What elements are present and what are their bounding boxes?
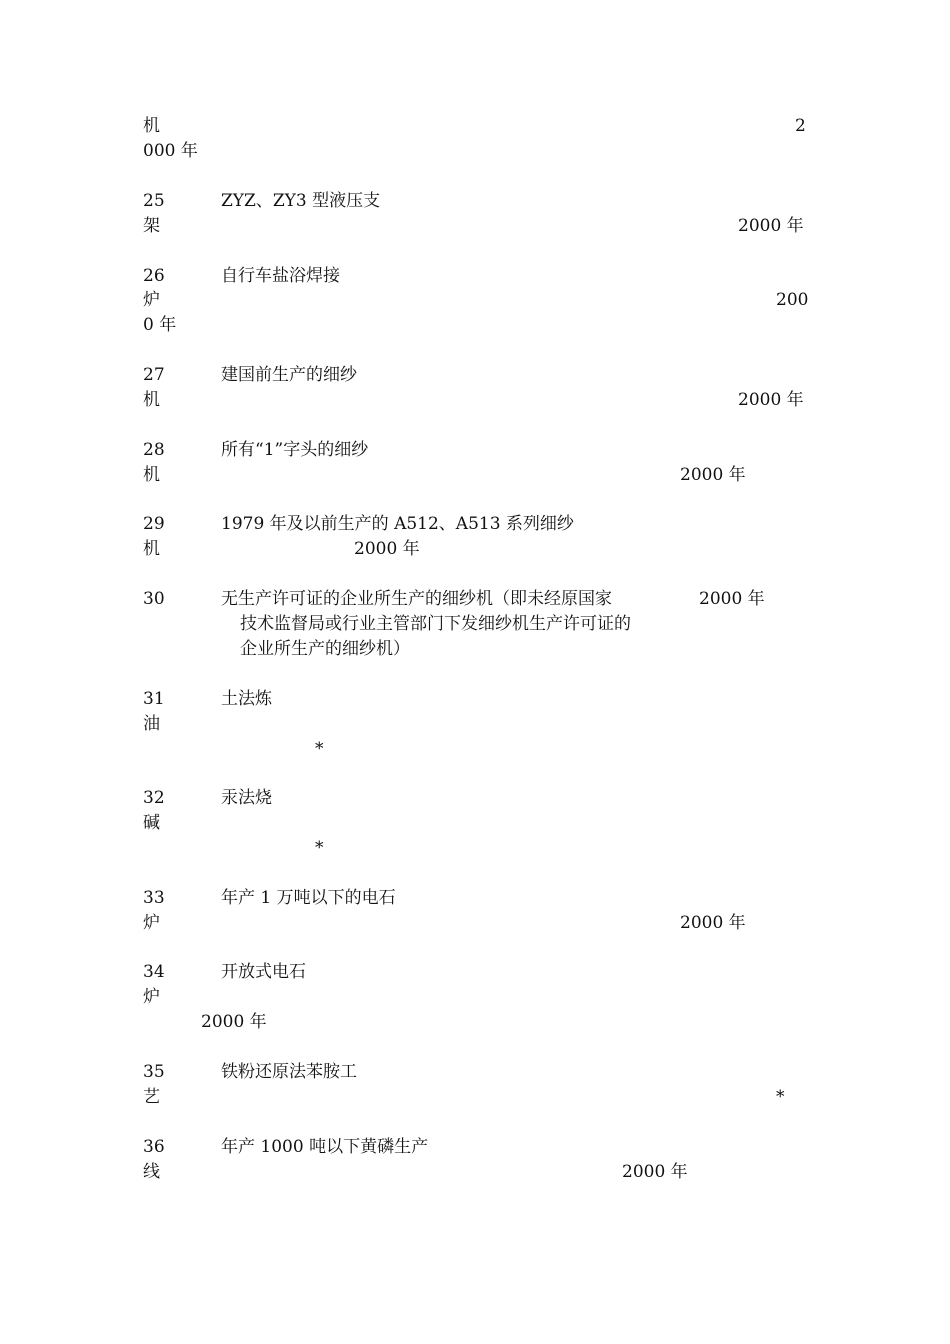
row-wrap-text: 炉 xyxy=(143,987,160,1007)
continued-year-part: 2 xyxy=(795,116,806,136)
row-number: 26 xyxy=(143,266,165,286)
row-text: 无生产许可证的企业所生产的细纱机（即未经原国家 xyxy=(221,589,612,609)
row-text-line3: 企业所生产的细纱机） xyxy=(240,639,410,659)
row-number: 33 xyxy=(143,888,165,908)
row-wrap-text: 炉 xyxy=(143,290,160,310)
row-wrap-text: 炉 xyxy=(143,913,160,933)
row-wrap-text: 机 xyxy=(143,539,160,559)
row-wrap-text: 碱 xyxy=(143,813,160,833)
row-year: * xyxy=(315,838,324,858)
continued-wrap-text: 机 xyxy=(143,116,160,136)
row-year: 2000 年 xyxy=(680,465,746,485)
row-wrap-text: 线 xyxy=(143,1162,160,1182)
row-text: 铁粉还原法苯胺工 xyxy=(221,1062,357,1082)
row-number: 27 xyxy=(143,365,165,385)
row-year: 2000 年 xyxy=(699,589,765,609)
row-wrap-text: 架 xyxy=(143,216,160,236)
row-text: 土法炼 xyxy=(221,689,272,709)
row-year: 2000 年 xyxy=(680,913,746,933)
row-number: 34 xyxy=(143,962,165,982)
row-number: 29 xyxy=(143,514,165,534)
row-year: 2000 年 xyxy=(738,390,804,410)
row-text: 1979 年及以前生产的 A512、A513 系列细纱 xyxy=(221,514,574,534)
row-wrap-text: 机 xyxy=(143,390,160,410)
row-number: 25 xyxy=(143,191,165,211)
row-number: 30 xyxy=(143,589,165,609)
continued-year-rest: 000 年 xyxy=(143,141,198,161)
row-number: 35 xyxy=(143,1062,165,1082)
row-year-part: 200 xyxy=(776,290,809,310)
row-year-rest: 0 年 xyxy=(143,315,177,335)
row-text: 所有“1”字头的细纱 xyxy=(221,440,369,460)
row-text: ZYZ、ZY3 型液压支 xyxy=(221,191,381,211)
row-number: 31 xyxy=(143,689,165,709)
row-year: 2000 年 xyxy=(201,1012,267,1032)
row-number: 36 xyxy=(143,1137,165,1157)
row-text: 年产 1 万吨以下的电石 xyxy=(221,888,396,908)
row-year: * xyxy=(776,1087,785,1107)
row-text: 自行车盐浴焊接 xyxy=(221,266,340,286)
row-number: 28 xyxy=(143,440,165,460)
row-text-line2: 技术监督局或行业主管部门下发细纱机生产许可证的 xyxy=(240,614,631,634)
row-text: 年产 1000 吨以下黄磷生产 xyxy=(221,1137,429,1157)
row-year: 2000 年 xyxy=(354,539,420,559)
row-wrap-text: 油 xyxy=(143,714,160,734)
row-year: 2000 年 xyxy=(622,1162,688,1182)
row-wrap-text: 艺 xyxy=(143,1087,160,1107)
row-text: 汞法烧 xyxy=(221,788,272,808)
row-text: 建国前生产的细纱 xyxy=(221,365,357,385)
row-wrap-text: 机 xyxy=(143,465,160,485)
row-text: 开放式电石 xyxy=(221,962,306,982)
row-year: * xyxy=(315,739,324,759)
row-year: 2000 年 xyxy=(738,216,804,236)
row-number: 32 xyxy=(143,788,165,808)
